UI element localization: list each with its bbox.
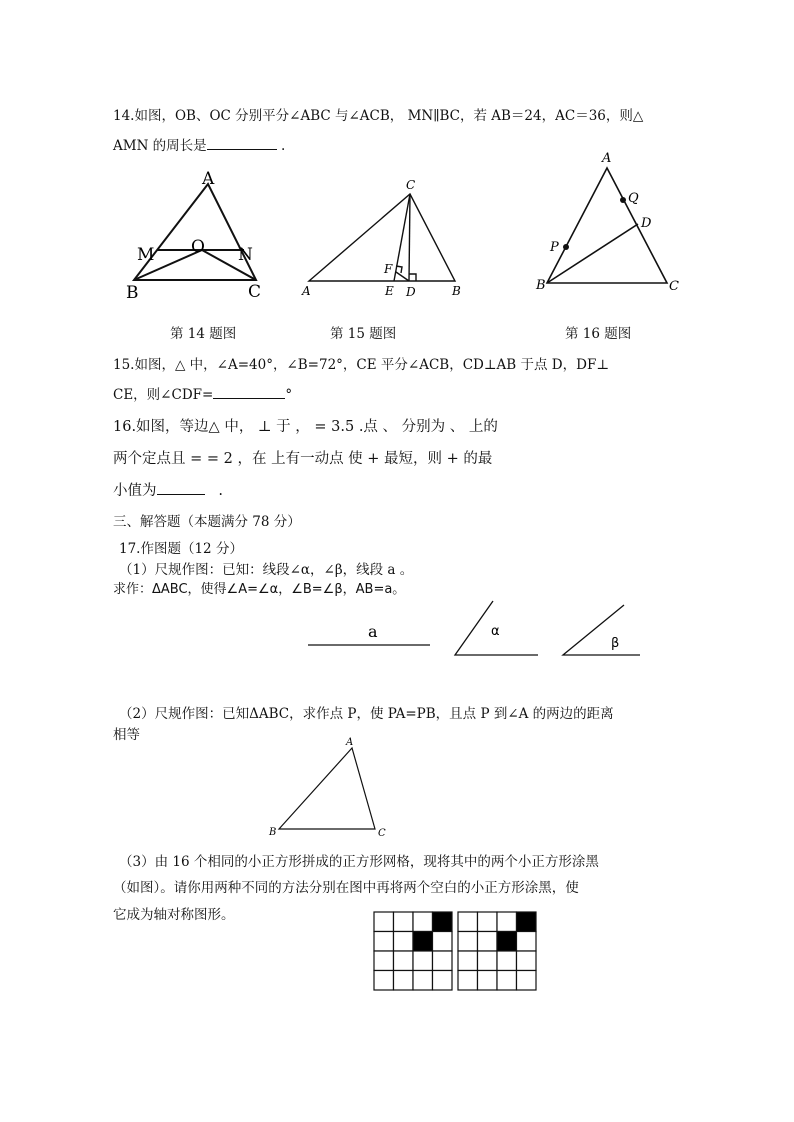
figure-15 xyxy=(295,175,470,300)
grid-cell[interactable] xyxy=(478,971,498,991)
fig15-triangle xyxy=(309,194,455,281)
grid-cell-shaded[interactable] xyxy=(517,912,537,932)
figure-14 xyxy=(120,165,270,305)
q17-part2-triangle xyxy=(260,732,390,842)
q16-line3 xyxy=(113,479,223,500)
fig15-df-line xyxy=(396,272,409,281)
q15-text: CE，则∠CDF= xyxy=(113,387,214,403)
q15-line2 xyxy=(113,383,292,403)
fig16-label-Q: Q xyxy=(628,191,639,206)
fig14-label-O: O xyxy=(191,237,205,257)
fig14-label-N: N xyxy=(238,245,253,265)
segment-a-label: a xyxy=(368,622,378,641)
grid-cell[interactable] xyxy=(433,932,453,952)
fig15-label-F: F xyxy=(384,262,393,276)
fig15-label-A: A xyxy=(302,284,311,298)
q14-line1: 14.如图，OB、OC 分别平分∠ABC 与∠ACB， MN∥BC，若 AB＝24，AC＝36，则△ xyxy=(113,108,644,124)
q14-line2 xyxy=(113,134,285,154)
grid-cell-shaded[interactable] xyxy=(433,912,453,932)
grid-cell[interactable] xyxy=(394,971,414,991)
fig16-label-C: C xyxy=(669,279,679,294)
grid-cell[interactable] xyxy=(497,951,517,971)
grid-cell[interactable] xyxy=(478,932,498,952)
grid-cell[interactable] xyxy=(517,951,537,971)
q17-part3-line2: （如图）。请你用两种不同的方法分别在图中再将两个空白的小正方形涂黑，使 xyxy=(113,880,579,896)
fig15-right-angle-d xyxy=(409,274,416,281)
grid-cell[interactable] xyxy=(433,971,453,991)
grid-cell[interactable] xyxy=(517,971,537,991)
fig15-label-B: B xyxy=(452,284,461,298)
grid-cell[interactable] xyxy=(497,971,517,991)
q17-part3-grids xyxy=(372,910,542,994)
fig14-label-B: B xyxy=(126,283,139,303)
alpha-label: α xyxy=(491,624,500,639)
q17-part2-line1: （2）尺规作图：已知ΔABC，求作点 P，使 PA=PB，且点 P 到∠A 的两边的距离 xyxy=(119,706,614,722)
grid-cell[interactable] xyxy=(374,971,394,991)
grid-cell[interactable] xyxy=(413,912,433,932)
grid-right[interactable] xyxy=(458,912,536,990)
grid-cell[interactable] xyxy=(394,912,414,932)
caption-fig16: 第 16 题图 xyxy=(565,326,632,342)
grid-cell[interactable] xyxy=(374,951,394,971)
fig15-cd-line xyxy=(409,194,410,281)
q16-answer-blank[interactable] xyxy=(157,480,205,495)
grid-cell-shaded[interactable] xyxy=(413,932,433,952)
grid-cell[interactable] xyxy=(374,912,394,932)
q14-answer-blank[interactable] xyxy=(207,135,277,150)
grid-cell[interactable] xyxy=(374,932,394,952)
q15-answer-blank[interactable] xyxy=(213,384,285,399)
fig14-label-A: A xyxy=(202,169,215,189)
grid-cell-shaded[interactable] xyxy=(497,932,517,952)
fig15-label-D: D xyxy=(406,285,416,299)
figure-16 xyxy=(530,148,690,298)
grid-cell[interactable] xyxy=(458,951,478,971)
tri-label-C: C xyxy=(378,828,386,839)
grid-left[interactable] xyxy=(374,912,452,990)
q16-end: . xyxy=(218,483,223,499)
q14-end: . xyxy=(280,138,286,154)
tri-label-A: A xyxy=(346,737,354,748)
q15-line1: 15.如图，△ 中，∠A=40°，∠B=72°，CE 平分∠ACB，CD⊥AB 于点 D，DF⊥ xyxy=(113,357,610,373)
grid-cell[interactable] xyxy=(394,951,414,971)
fig15-label-C: C xyxy=(406,178,416,192)
fig16-label-P: P xyxy=(550,240,559,255)
grid-cell[interactable] xyxy=(394,932,414,952)
fig16-label-A: A xyxy=(602,151,612,166)
grid-cell[interactable] xyxy=(413,951,433,971)
q17-part1-figures xyxy=(300,590,640,665)
fig14-triangle xyxy=(134,184,256,280)
q17-part3-line1: （3）由 16 个相同的小正方形拼成的正方形网格，现将其中的两个小正方形涂黑 xyxy=(119,854,599,870)
grid-cell[interactable] xyxy=(433,951,453,971)
fig16-point-Q xyxy=(620,197,626,203)
fig14-label-M: M xyxy=(137,245,155,265)
fig16-label-B: B xyxy=(536,278,546,293)
angle-beta xyxy=(563,605,640,655)
grid-cell[interactable] xyxy=(497,912,517,932)
q16-line1: 16.如图，等边△ 中， ⊥ 于 ， = 3.5 .点 、 分别为 、 上的 xyxy=(113,419,498,435)
grid-cell[interactable] xyxy=(458,932,478,952)
grid-cell[interactable] xyxy=(458,971,478,991)
grid-cell[interactable] xyxy=(478,951,498,971)
q16-text: 小值为 xyxy=(113,483,157,499)
tri-label-B: B xyxy=(269,827,277,838)
q17-part2-line2: 相等 xyxy=(113,727,140,743)
grid-cell[interactable] xyxy=(413,971,433,991)
q16-line2: 两个定点且 = = 2 ，在 上有一动点 使 + 最短，则 + 的最 xyxy=(113,451,493,467)
triangle-abc xyxy=(279,748,375,829)
grid-cell[interactable] xyxy=(458,912,478,932)
fig16-bd-line xyxy=(547,224,638,283)
section3-title: 三、解答题（本题满分 78 分） xyxy=(113,514,301,530)
q17-part1-line2: 求作：ΔABC，使得∠A=∠α，∠B=∠β，AB=a。 xyxy=(113,582,406,597)
q15-end: ° xyxy=(285,387,293,403)
fig16-label-D: D xyxy=(641,216,652,231)
grid-cell[interactable] xyxy=(478,912,498,932)
fig16-point-P xyxy=(563,244,569,250)
caption-fig15: 第 15 题图 xyxy=(330,326,397,342)
q17-part1-line1: （1）尺规作图：已知：线段∠α，∠β，线段 a 。 xyxy=(119,562,414,578)
q17-title: 17.作图题（12 分） xyxy=(119,541,243,557)
q17-part3-line3: 它成为轴对称图形。 xyxy=(113,907,235,923)
q14-text: AMN 的周长是 xyxy=(113,138,207,154)
caption-fig14: 第 14 题图 xyxy=(170,326,237,342)
fig14-label-C: C xyxy=(248,282,262,302)
fig15-label-E: E xyxy=(385,284,394,298)
beta-label: β xyxy=(611,636,620,651)
grid-cell[interactable] xyxy=(517,932,537,952)
